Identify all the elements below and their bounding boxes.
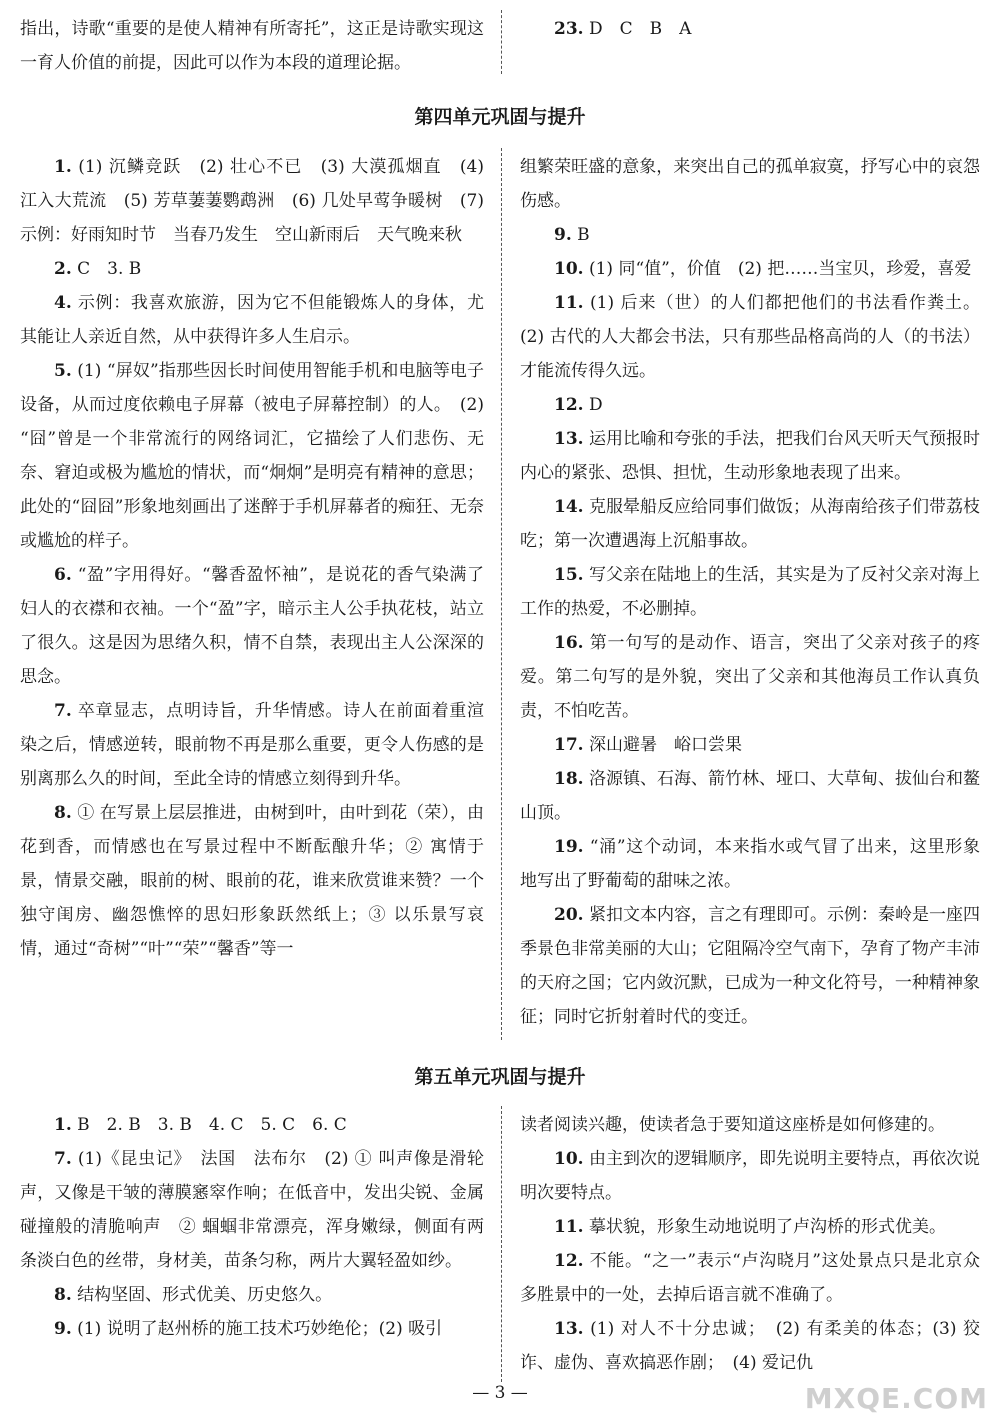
answer-item xyxy=(20,354,484,558)
answer-text: 摹状貌，形象生动地说明了卢沟桥的形式优美。 xyxy=(588,1217,946,1237)
answer-text: 不能。“之一”表示“卢沟晓月”这处景点只是北京众多胜景中的一处，去掉后语言就不准确了。 xyxy=(520,1251,981,1305)
unit4-title: 第四单元巩固与提升 xyxy=(414,106,586,128)
answer-item xyxy=(20,558,484,694)
answer-text: 指出，诗歌“重要的是使人精神有所寄托”，这正是诗歌实现这一育人价值的前提，因此可以作为本段的道理论据。 xyxy=(20,19,484,73)
question-number: 11. xyxy=(554,1217,584,1237)
answer-text: (1) 沉鳞竞跃 (2) 壮心不已 (3) 大漠孤烟直 (4) 江入大荒流 (5) 芳草萋萋鹦鹉洲 (6) 几处早莺争暖树 (7) 示例：好雨知时节 当春乃发生 空山新雨后 天气晚来秋 xyxy=(20,157,484,245)
answer-item xyxy=(520,1312,980,1380)
answer-text: 读者阅读兴趣，使读者急于要知道这座桥是如何修建的。 xyxy=(520,1115,945,1135)
answer-text: (1) “屏奴”指那些因长时间使用智能手机和电脑等电子设备，从而过度依赖电子屏幕（被电子屏幕控制）的人。 (2) “囧”曾是一个非常流行的网络词汇，它描绘了人们悲伤、无奈、窘迫或极为尴尬的情状，而“炯炯”是明亮有精神的意思；此处的“囧囧”形象地刻画出了迷醉于手机屏幕者的痴狂、无奈或尴尬的样子。 xyxy=(20,361,484,551)
answer-item xyxy=(20,286,484,354)
answer-item xyxy=(520,12,980,46)
answer-item xyxy=(520,1142,980,1210)
question-number: 5. xyxy=(54,361,72,381)
top-left-column xyxy=(20,12,484,80)
answer-text: 组繁荣旺盛的意象，来突出自己的孤单寂寞，抒写心中的哀怨伤感。 xyxy=(520,157,980,211)
question-number: 13. xyxy=(554,1319,584,1339)
answer-text: B 2. B 3. B 4. C 5. C 6. C xyxy=(77,1115,347,1135)
answer-item xyxy=(520,422,980,490)
answer-item xyxy=(20,150,484,252)
answer-item xyxy=(520,286,980,388)
answer-text: D xyxy=(588,395,603,415)
answer-item xyxy=(520,252,980,286)
question-number: 9. xyxy=(554,225,572,245)
answer-item xyxy=(520,762,980,830)
answer-text: (1)《昆虫记》 法国 法布尔 (2) ① 叫声像是滑轮声，又像是干皱的薄膜窸窣作响；在低音中，发出尖锐、金属碰撞般的清脆响声 ② 蝈蝈非常漂亮，浑身嫩绿，侧面有两条淡白色的丝带，身材美，苗条匀称，两片大翼轻盈如纱。 xyxy=(20,1149,485,1271)
question-number: 7. xyxy=(54,701,72,721)
question-number: 4. xyxy=(54,293,72,313)
question-number: 18. xyxy=(554,769,584,789)
answer-text: (1) 同“值”，价值 (2) 把……当宝贝，珍爱，喜爱 xyxy=(588,259,972,279)
question-number: 8. xyxy=(54,803,72,823)
answer-item xyxy=(20,252,484,286)
question-number: 7. xyxy=(54,1149,72,1169)
question-number: 13. xyxy=(554,429,584,449)
question-number: 23. xyxy=(554,19,584,39)
answer-text: 第一句写的是动作、语言，突出了父亲对孩子的疼爱。第二句写的是外貌，突出了父亲和其他海员工作认真负责，不怕吃苦。 xyxy=(520,633,981,721)
answer-text: 由主到次的逻辑顺序，即先说明主要特点，再依次说明次要特点。 xyxy=(520,1149,980,1203)
question-number: 9. xyxy=(54,1319,72,1339)
top-right-column xyxy=(520,12,980,46)
watermark: MXQE.COM xyxy=(804,1382,988,1415)
column-divider xyxy=(501,1106,502,1382)
answer-text: (1) 对人不十分忠诚； (2) 有柔美的体态；(3) 狡诈、虚伪、喜欢搞恶作剧； (4) 爱记仇 xyxy=(520,1319,981,1373)
answer-text: 洛源镇、石海、箭竹林、垭口、大草甸、拔仙台和鳌山顶。 xyxy=(520,769,980,823)
answer-text: 运用比喻和夸张的手法，把我们台风天听天气预报时内心的紧张、恐惧、担忧，生动形象地表现了出来。 xyxy=(520,429,980,483)
unit5-title: 第五单元巩固与提升 xyxy=(414,1066,586,1088)
answer-item xyxy=(520,626,980,728)
answer-text: 卒章显志，点明诗旨，升华情感。诗人在前面着重渲染之后，情感逆转，眼前物不再是那么重要，更令人伤感的是别离那么久的时间，至此全诗的情感立刻得到升华。 xyxy=(20,701,484,789)
answer-item xyxy=(520,830,980,898)
unit4-right-column xyxy=(520,150,980,1034)
answer-item xyxy=(520,150,980,218)
answer-item xyxy=(20,1142,484,1278)
question-number: 10. xyxy=(554,259,584,279)
answer-item xyxy=(520,558,980,626)
answer-text: B xyxy=(577,225,590,245)
question-number: 6. xyxy=(54,565,72,585)
answer-item xyxy=(520,1108,980,1142)
question-number: 15. xyxy=(554,565,584,585)
answer-item xyxy=(20,1108,484,1142)
answer-text: 示例：我喜欢旅游，因为它不但能锻炼人的身体，尤其能让人亲近自然，从中获得许多人生启示。 xyxy=(20,293,484,347)
answer-text: (1) 后来（世）的人们都把他们的书法看作粪土。(2) 古代的人大都会书法，只有那些品格高尚的人（的书法）才能流传得久远。 xyxy=(520,293,981,381)
answer-item xyxy=(20,1312,484,1346)
unit5-left-column xyxy=(20,1108,484,1346)
answer-text: “盈”字用得好。“馨香盈怀袖”，是说花的香气染满了妇人的衣襟和衣袖。一个“盈”字，暗示主人公手执花枝，站立了很久。这是因为思绪久积，情不自禁，表现出主人公深深的思念。 xyxy=(20,565,485,687)
question-number: 1. xyxy=(54,1115,72,1135)
answer-item xyxy=(520,728,980,762)
question-number: 2. xyxy=(54,259,72,279)
question-number: 10. xyxy=(554,1149,584,1169)
answer-item xyxy=(520,1210,980,1244)
question-number: 20. xyxy=(554,905,584,925)
unit4-left-column xyxy=(20,150,484,966)
answer-item xyxy=(20,12,484,80)
question-number: 11. xyxy=(554,293,584,313)
answer-item xyxy=(20,796,484,966)
unit5-right-column xyxy=(520,1108,980,1380)
question-number: 14. xyxy=(554,497,584,517)
answer-text: (1) 说明了赵州桥的施工技术巧妙绝伦；(2) 吸引 xyxy=(77,1319,443,1339)
answer-text: C 3. B xyxy=(77,259,142,279)
question-number: 8. xyxy=(54,1285,72,1305)
answer-item xyxy=(520,218,980,252)
answer-item xyxy=(520,388,980,422)
question-number: 19. xyxy=(554,837,584,857)
answer-text: 紧扣文本内容，言之有理即可。示例：秦岭是一座四季景色非常美丽的大山；它阻隔冷空气南下，孕育了物产丰沛的天府之国；它内敛沉默，已成为一种文化符号，一种精神象征；同时它折射着时代的变迁。 xyxy=(520,905,980,1027)
column-divider xyxy=(501,10,502,74)
question-number: 12. xyxy=(554,395,584,415)
answer-item xyxy=(20,1278,484,1312)
answer-text: 结构坚固、形式优美、历史悠久。 xyxy=(77,1285,333,1305)
answer-item xyxy=(520,898,980,1034)
column-divider xyxy=(501,148,502,1040)
answer-text: “涌”这个动词，本来指水或气冒了出来，这里形象地写出了野葡萄的甜味之浓。 xyxy=(520,837,981,891)
answer-item xyxy=(520,490,980,558)
answer-item xyxy=(20,694,484,796)
answer-text: 写父亲在陆地上的生活，其实是为了反衬父亲对海上工作的热爱，不必删掉。 xyxy=(520,565,980,619)
answer-text: 深山避暑 峪口尝果 xyxy=(588,735,742,755)
question-number: 17. xyxy=(554,735,584,755)
answer-text: 克服晕船反应给同事们做饭；从海南给孩子们带荔枝吃；第一次遭遇海上沉船事故。 xyxy=(520,497,980,551)
question-number: 12. xyxy=(554,1251,584,1271)
answer-text: ① 在写景上层层推进，由树到叶，由叶到花（荣），由花到香，而情感也在写景过程中不断酝酿升华；② 寓情于景，情景交融，眼前的树、眼前的花，谁来欣赏谁来赞？一个独守闺房、幽怨憔悴的思妇形象跃然纸上；③ 以乐景写哀情，通过“奇树”“叶”“荣”“馨香”等一 xyxy=(20,803,484,959)
answer-item xyxy=(520,1244,980,1312)
page-number: — 3 — xyxy=(472,1383,528,1403)
question-number: 16. xyxy=(554,633,584,653)
question-number: 1. xyxy=(54,157,72,177)
answer-text: D C B A xyxy=(588,19,692,39)
